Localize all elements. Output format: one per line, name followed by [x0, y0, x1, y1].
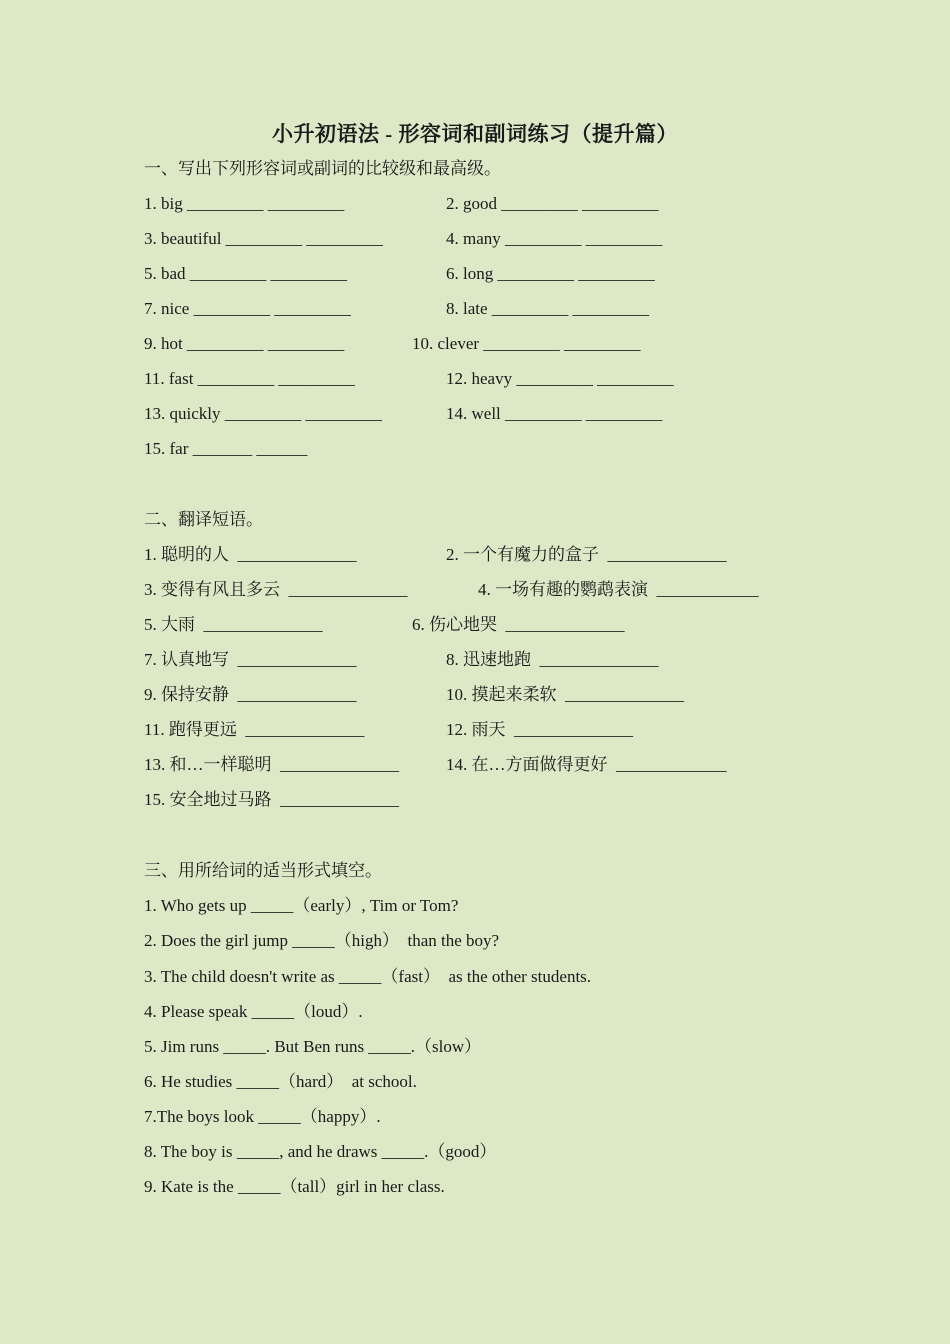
section2-heading: 二、翻译短语。: [144, 510, 263, 529]
s3-item-8: 8. The boy is _____, and he draws _____.（good）: [144, 1142, 497, 1161]
s2-item-1: 1. 聪明的人 ______________: [144, 545, 357, 564]
s2-item-12: 12. 雨天 ______________: [446, 720, 633, 739]
s1-item-5: 5. bad _________ _________: [144, 264, 348, 283]
s2-item-3: 3. 变得有风且多云 ______________: [144, 580, 408, 599]
s1-item-14: 14. well _________ _________: [446, 404, 663, 423]
s1-item-3: 3. beautiful _________ _________: [144, 229, 383, 248]
s2-item-11: 11. 跑得更远 ______________: [144, 720, 365, 739]
section3-heading: 三、用所给词的适当形式填空。: [144, 861, 382, 880]
s1-item-10: 10. clever _________ _________: [412, 334, 641, 353]
s2-item-9: 9. 保持安静 ______________: [144, 685, 357, 704]
s1-item-8: 8. late _________ _________: [446, 299, 650, 318]
page-title: 小升初语法 - 形容词和副词练习（提升篇）: [272, 122, 678, 146]
s1-item-9: 9. hot _________ _________: [144, 334, 345, 353]
s2-item-5: 5. 大雨 ______________: [144, 615, 323, 634]
s1-item-13: 13. quickly _________ _________: [144, 404, 382, 423]
s2-item-10: 10. 摸起来柔软 ______________: [446, 685, 684, 704]
s1-item-6: 6. long _________ _________: [446, 264, 655, 283]
s2-item-7: 7. 认真地写 ______________: [144, 650, 357, 669]
s3-item-6: 6. He studies _____（hard） at school.: [144, 1072, 417, 1091]
s2-item-13: 13. 和…一样聪明 ______________: [144, 755, 399, 774]
s2-item-2: 2. 一个有魔力的盒子 ______________: [446, 545, 727, 564]
s3-item-1: 1. Who gets up _____（early）, Tim or Tom?: [144, 896, 459, 915]
s1-item-4: 4. many _________ _________: [446, 229, 663, 248]
s2-item-4: 4. 一场有趣的鹦鹉表演 ____________: [478, 580, 759, 599]
s1-item-7: 7. nice _________ _________: [144, 299, 351, 318]
s2-item-6: 6. 伤心地哭 ______________: [412, 615, 625, 634]
s2-item-15: 15. 安全地过马路 ______________: [144, 790, 399, 809]
s2-item-8: 8. 迅速地跑 ______________: [446, 650, 659, 669]
s3-item-9: 9. Kate is the _____（tall）girl in her class.: [144, 1177, 445, 1196]
s3-item-7: 7.The boys look _____（happy）.: [144, 1107, 381, 1126]
s1-item-11: 11. fast _________ _________: [144, 369, 355, 388]
s2-item-14: 14. 在…方面做得更好 _____________: [446, 755, 727, 774]
s1-item-12: 12. heavy _________ _________: [446, 369, 674, 388]
s1-item-1: 1. big _________ _________: [144, 194, 345, 213]
s3-item-2: 2. Does the girl jump _____（high） than the boy?: [144, 931, 500, 950]
s1-item-2: 2. good _________ _________: [446, 194, 659, 213]
section1-heading: 一、写出下列形容词或副词的比较级和最高级。: [144, 159, 501, 178]
s3-item-3: 3. The child doesn't write as _____（fast） as the other students.: [144, 967, 592, 986]
s1-item-15: 15. far _______ ______: [144, 439, 308, 458]
s3-item-4: 4. Please speak _____（loud）.: [144, 1002, 363, 1021]
s3-item-5: 5. Jim runs _____. But Ben runs _____.（slow）: [144, 1037, 482, 1056]
